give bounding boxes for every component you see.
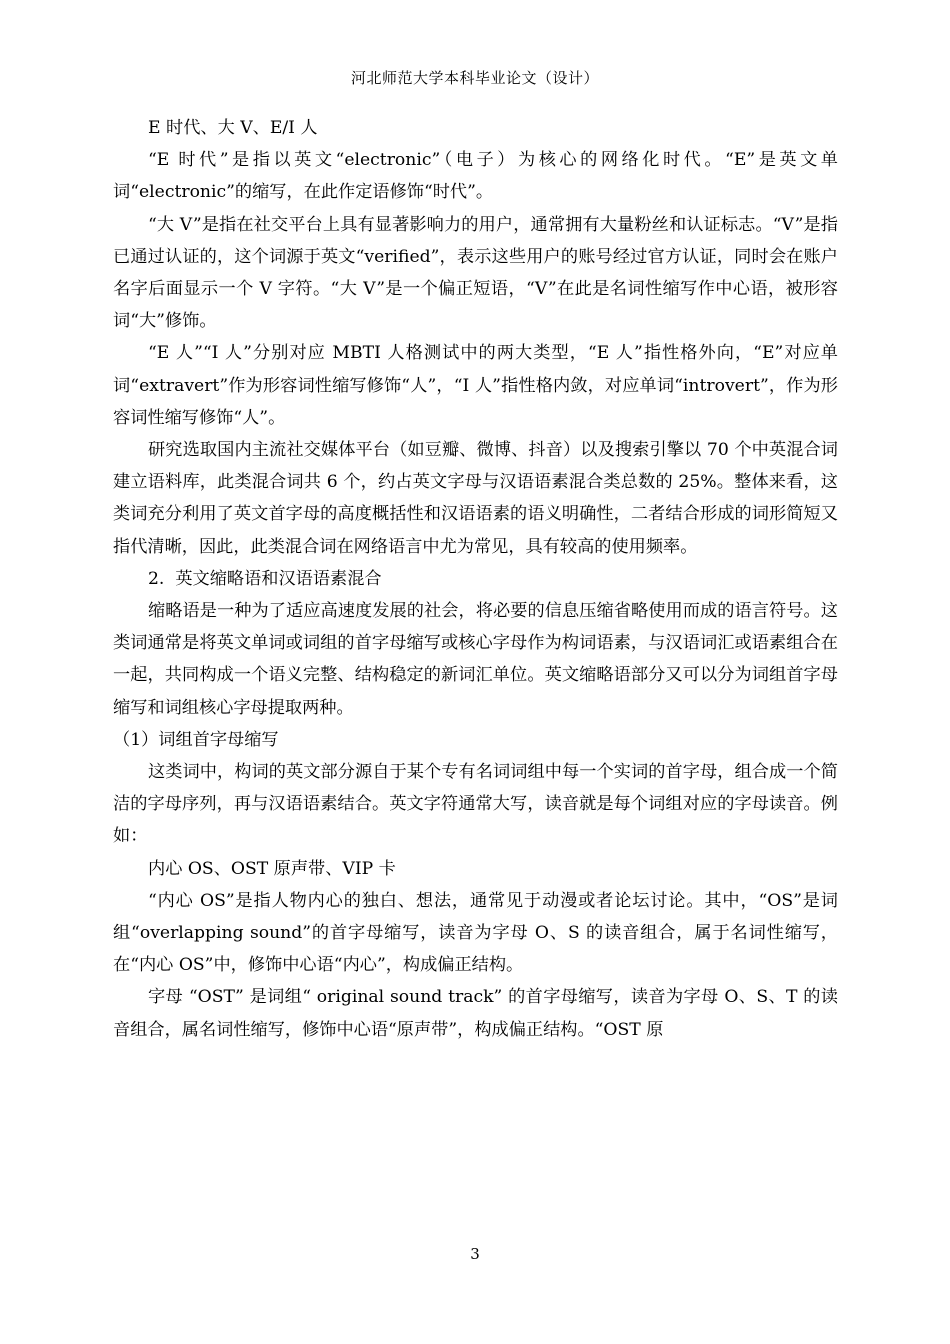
page-number: 3: [470, 1245, 480, 1263]
example-terms-os-ost-vip: 内心 OS、OST 原声带、VIP 卡: [148, 858, 396, 879]
example-terms-e-v-ei: E 时代、大 V、E/I 人: [148, 118, 318, 138]
paragraph-e-i-person: “E 人”“I 人”分别对应 MBTI 人格测试中的两大类型，“E 人”指性格外向，“E”对应单词“extravert”作为形容词性缩写修饰“人”，“I 人”指性格内敛，对应单词“introvert”，作为形容词性缩写修饰“人”。: [113, 343, 838, 428]
section-heading-abbreviations: 2. 英文缩略语和汉语语素混合: [148, 568, 382, 589]
paragraph-abbreviation-definition: 缩略语是一种为了适应高速度发展的社会，将必要的信息压缩省略使用而成的语言符号。这类词通常是将英文单词或词组的首字母缩写或核心字母作为构词语素，与汉语词汇或语素组合在一起，共同构成一个语义完整、结构稳定的新词汇单位。英文缩略语部分又可以分为词组首字母缩写和词组核心字母提取两种。: [113, 601, 838, 718]
paragraph-ost: 字母 “OST” 是词组“ original sound track” 的首字母缩写，读音为字母 O、S、T 的读音组合，属名词性缩写，修饰中心语“原声带”，构成偏正结构。“OST 原: [113, 987, 838, 1040]
body-text: [113, 112, 838, 1046]
paragraph-big-v: “大 V”是指在社交平台上具有显著影响力的用户，通常拥有大量粉丝和认证标志。“V”是指已通过认证的，这个词源于英文“verified”，表示这些用户的账号经过官方认证，同时会在账户名字后面显示一个 V 字符。“大 V”是一个偏正短语，“V”在此是名词性缩写作中心语，被形容词“大”修饰。: [113, 214, 838, 332]
subsection-heading-initialisms: （1）词组首字母缩写: [113, 729, 279, 750]
paragraph-inner-os: “内心 OS”是指人物内心的独白、想法，通常见于动漫或者论坛讨论。其中，“OS”是词组“overlapping sound”的首字母缩写，读音为字母 O、S 的读音组合，属于名词性缩写，在“内心 OS”中，修饰中心语“内心”，构成偏正结构。: [113, 890, 838, 976]
paragraph-initialism-description: 这类词中，构词的英文部分源自于某个专有名词词组中每一个实词的首字母，组合成一个简洁的字母序列，再与汉语语素结合。英文字符通常大写，读音就是每个词组对应的字母读音。例如：: [113, 762, 838, 847]
paragraph-corpus-summary: 研究选取国内主流社交媒体平台（如豆瓣、微博、抖音）以及搜索引擎以 70 个中英混合词建立语料库，此类混合词共 6 个，约占英文字母与汉语语素混合类总数的 25%。整体来看，这类词充分利用了英文首字母的高度概括性和汉语语素的语义明确性，二者结合形成的词形简短又指代清晰，因此，此类混合词在网络语言中尤为常见，具有较高的使用频率。: [113, 440, 838, 557]
paragraph-e-era: “E 时代”是指以英文“electronic”（电子）为核心的网络化时代。“E”是英文单词“electronic”的缩写，在此作定语修饰“时代”。: [113, 150, 838, 203]
running-header: 河北师范大学本科毕业论文（设计）: [350, 69, 599, 87]
